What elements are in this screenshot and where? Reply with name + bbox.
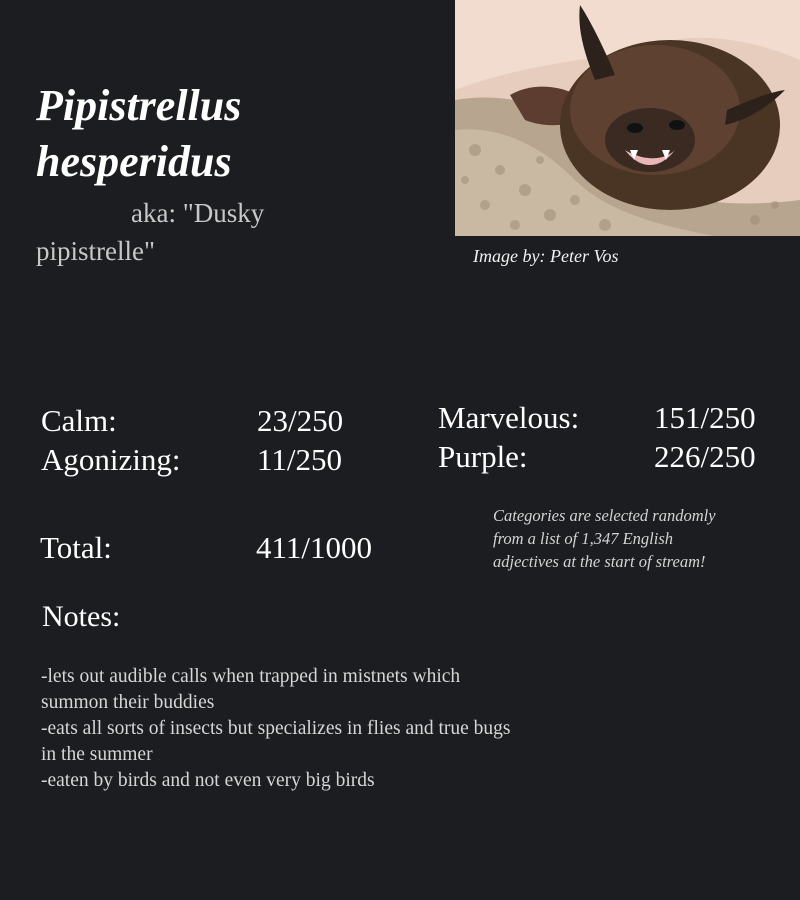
note-item: -lets out audible calls when trapped in mistnets which summon their buddies [41, 666, 461, 713]
note-item: -eaten by birds and not even very big birds [41, 770, 375, 791]
stat-total-value: 411/1000 [256, 530, 372, 565]
notes-list [41, 664, 511, 794]
stat-calm-value: 23/250 [257, 403, 344, 438]
stat-calm-label: Calm: [41, 403, 117, 438]
note-item: -eats all sorts of insects but specializes in flies and true bugs in the summer [41, 718, 511, 765]
categories-footnote: Categories are selected randomly from a list of 1,347 English adjectives at the start of stream! [493, 506, 716, 571]
image-credit: Image by: Peter Vos [473, 246, 619, 266]
scientific-name [36, 78, 396, 190]
stat-total-label: Total: [40, 530, 112, 565]
stat-agonizing-label: Agonizing: [41, 442, 181, 477]
stat-purple-label: Purple: [438, 439, 528, 474]
notes-heading: Notes: [42, 600, 121, 633]
common-name: aka: "Dusky pipistrelle" [36, 198, 265, 266]
bat-photo-illustration [455, 0, 800, 236]
bat-photo [455, 0, 800, 236]
stat-marvelous-value: 151/250 [654, 400, 756, 435]
stat-agonizing-value: 11/250 [257, 442, 342, 477]
stat-purple-value: 226/250 [654, 439, 756, 474]
stat-marvelous-label: Marvelous: [438, 400, 580, 435]
scientific-name-species: hesperidus [36, 137, 232, 186]
scientific-name-genus: Pipistrellus [36, 81, 242, 130]
